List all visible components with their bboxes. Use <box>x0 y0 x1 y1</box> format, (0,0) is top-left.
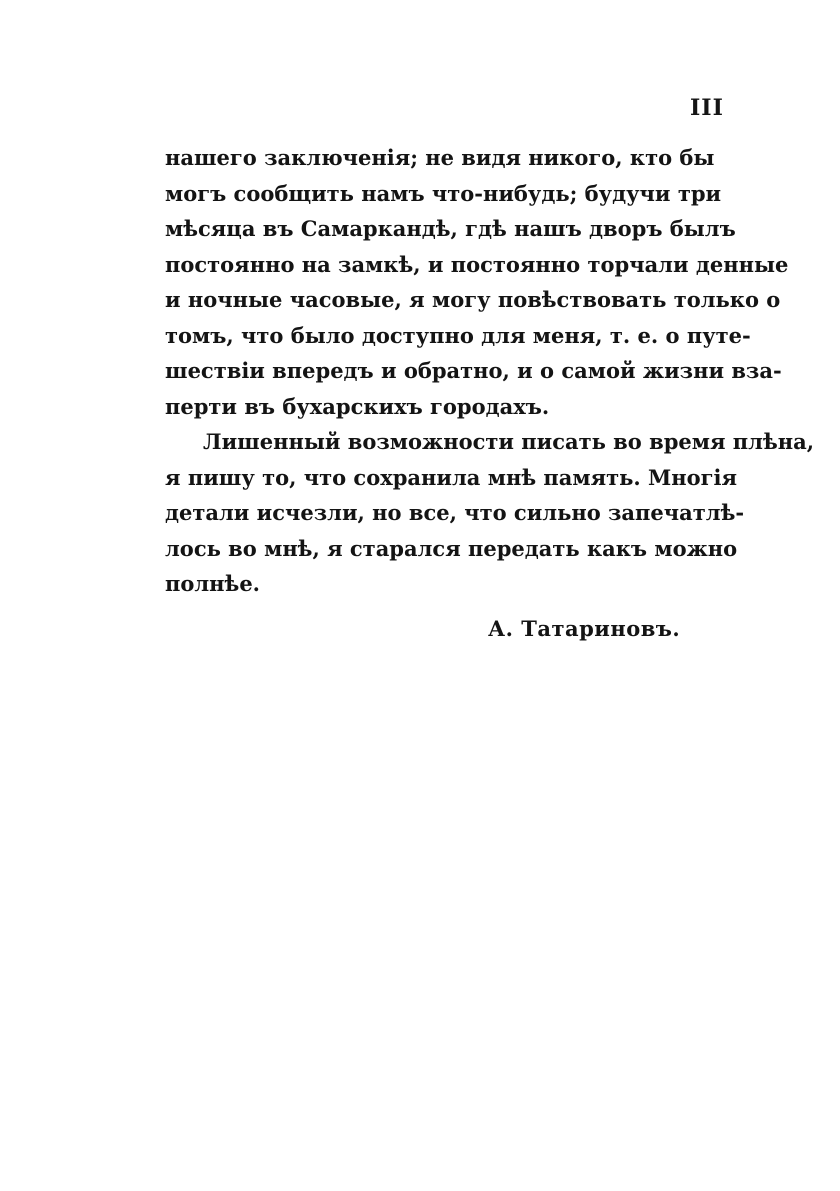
paragraph <box>165 424 815 602</box>
paragraph <box>165 140 789 424</box>
text-line: полнѣе. <box>165 571 260 596</box>
signature: А. Татариновъ. <box>488 616 681 641</box>
text-line: нашего заключенія; не видя никого, кто бы <box>165 145 715 170</box>
text-line: постоянно на замкѣ, и постоянно торчали денные <box>165 251 789 277</box>
page-number: III <box>690 95 724 121</box>
text-line: детали исчезли, но все, что сильно запечатлѣ- <box>165 500 745 525</box>
text-line: Лишенный возможности писать во время плѣна, <box>203 429 815 454</box>
text-line: лось во мнѣ, я старался передать какъ можно <box>165 535 738 561</box>
text-line: и ночные часовые, я могу повѣствовать только о <box>165 287 781 312</box>
text-line: мѣсяца въ Самаркандѣ, гдѣ нашъ дворъ былъ <box>165 216 736 241</box>
text-line: шествіи впередъ и обратно, и о самой жизни вза- <box>165 358 782 383</box>
text-line: томъ, что было доступно для меня, т. е. о путе- <box>165 322 751 348</box>
text-line: я пишу то, что сохранила мнѣ память. Многія <box>165 464 738 490</box>
text-line: могъ сообщить намъ что-нибудь; будучи три <box>165 180 722 206</box>
text-line: перти въ бухарскихъ городахъ. <box>165 393 550 419</box>
text-block <box>165 140 815 602</box>
